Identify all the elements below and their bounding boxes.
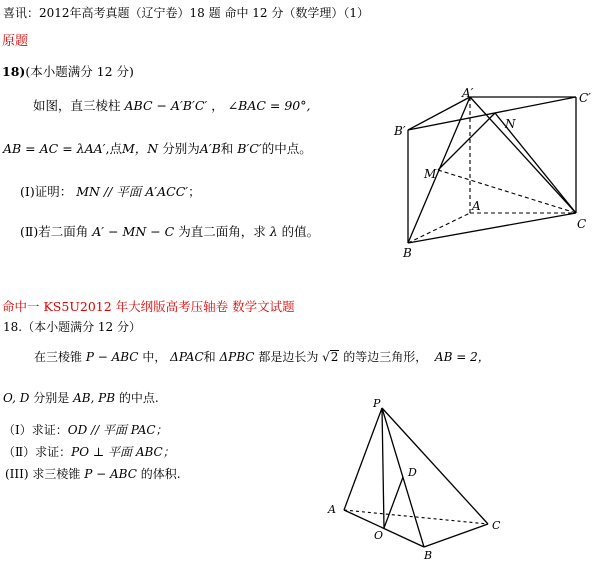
problem2-part3 bbox=[5, 465, 181, 482]
prism-expr: ABC − A′B′C′ bbox=[124, 98, 208, 113]
label-b1: B′ bbox=[394, 124, 406, 138]
problem1-title bbox=[2, 62, 134, 80]
label-b: B bbox=[403, 246, 412, 260]
edge-od bbox=[384, 477, 403, 528]
problem1-number: 18) bbox=[2, 64, 26, 79]
ab-prime-expr: A′B bbox=[199, 141, 221, 156]
p2-tri2: ΔPBC bbox=[219, 350, 255, 364]
edge-po bbox=[382, 408, 384, 528]
edge-mc-hidden bbox=[438, 170, 576, 213]
edge-ab-hidden bbox=[408, 213, 470, 243]
problem1-part2 bbox=[20, 222, 319, 240]
p2-od-points: AB, PB bbox=[73, 391, 116, 405]
intro-text: 如图，直三棱柱 bbox=[33, 98, 121, 113]
label-m: M bbox=[424, 167, 437, 181]
p2-part2-expr: PO ⊥ 平面 ABC； bbox=[71, 445, 175, 459]
p2-od-text: 分别是 bbox=[33, 391, 70, 405]
edge-pa bbox=[344, 408, 382, 510]
problem2-number: 18. bbox=[3, 320, 23, 334]
part1-label: (Ⅰ)证明： bbox=[20, 184, 73, 199]
p2-part2-label: （Ⅱ）求证： bbox=[3, 445, 72, 459]
p2-part1-label: （Ⅰ）求证： bbox=[3, 423, 68, 437]
p2-intro-b: 中， bbox=[142, 350, 167, 364]
problem1-intro: 如图，直三棱柱 ABC − A′B′C′ ， ∠BAC = 90°, bbox=[33, 98, 311, 113]
points-text: ,点 bbox=[105, 141, 122, 156]
part2-end: 的值。 bbox=[281, 224, 320, 239]
problem2-score: （本小题满分 12 分） bbox=[22, 320, 141, 334]
edge-b1c1 bbox=[408, 97, 576, 130]
midpoint-text: 的中点。 bbox=[261, 141, 312, 156]
problem1-part1 bbox=[20, 182, 201, 200]
label-c: C bbox=[577, 217, 587, 231]
label-b: B bbox=[424, 549, 433, 562]
p2-intro-a: 在三棱锥 bbox=[34, 350, 83, 364]
problem1-condition bbox=[3, 139, 312, 157]
pyramid-figure bbox=[320, 392, 510, 562]
p2-and: 和 bbox=[203, 350, 216, 364]
label-c: C bbox=[492, 519, 501, 532]
part1-end: ； bbox=[188, 184, 201, 199]
prism-figure bbox=[390, 85, 595, 265]
problem2-od bbox=[3, 389, 159, 406]
p2-part3-label: (III) 求三棱锥 bbox=[5, 467, 81, 481]
part2-mid: 为直二面角，求 bbox=[178, 224, 266, 239]
label-o: O bbox=[374, 529, 384, 542]
lambda-symbol: λ bbox=[269, 224, 278, 239]
label-d: D bbox=[408, 466, 417, 479]
p2-part3-expr: P − ABC bbox=[84, 467, 137, 481]
label-p: P bbox=[373, 397, 381, 410]
problem2-intro: 在三棱锥 P − ABC 中， ΔPAC和 ΔPBC 都是边长为 √2 的等边三角形， AB = 2， bbox=[34, 350, 490, 364]
bc-prime-expr: B′C′ bbox=[237, 141, 262, 156]
p2-sqrt-value: 2 bbox=[330, 350, 339, 364]
angle-expr: ∠BAC = 90°, bbox=[227, 98, 311, 113]
label-c1: C′ bbox=[579, 91, 591, 105]
p2-intro-c: 都是边长为 bbox=[258, 350, 319, 364]
mid-text: 分别为 bbox=[162, 141, 200, 156]
edge-pc bbox=[382, 408, 488, 524]
part2-label: (Ⅱ)若二面角 bbox=[20, 224, 89, 239]
edge-a1c bbox=[470, 97, 576, 213]
p2-intro-d: 的等边三角形， bbox=[343, 350, 428, 364]
mn-expr: M，N bbox=[121, 141, 159, 156]
part1-expr: MN // 平面 A′ACC′ bbox=[76, 184, 189, 199]
p2-part3-end: 的体积. bbox=[140, 467, 181, 481]
label-a: A bbox=[328, 503, 336, 516]
edge-bc bbox=[424, 524, 488, 547]
p2-ab-eq: AB = 2， bbox=[434, 350, 490, 364]
edge-bc bbox=[408, 213, 576, 243]
p2-od: O, D bbox=[3, 391, 30, 405]
problem2-part1 bbox=[3, 421, 168, 438]
edge-mn bbox=[438, 113, 495, 170]
p2-od-end: 的中点. bbox=[118, 391, 159, 405]
problem1-score: (本小题满分 12 分) bbox=[25, 64, 134, 79]
problem2-title bbox=[3, 318, 141, 335]
equal-expr: AB = AC = λAA′ bbox=[3, 141, 106, 156]
edge-a1b1 bbox=[408, 97, 470, 130]
part2-expr: A′ − MN − C bbox=[92, 224, 175, 239]
label-a: A bbox=[472, 199, 481, 213]
label-n: N bbox=[505, 117, 516, 131]
page-header: 喜讯：2012年高考真题（辽宁卷）18 题 命中 12 分（数学理）（1） bbox=[3, 6, 369, 20]
and-text: 和 bbox=[220, 141, 234, 156]
label-a1: A′ bbox=[462, 86, 474, 100]
p2-tri1: ΔPAC bbox=[170, 350, 204, 364]
problem2-part2 bbox=[3, 443, 175, 460]
p2-part1-expr: OD // 平面 PAC； bbox=[67, 423, 168, 437]
p2-pyramid: P − ABC bbox=[85, 350, 139, 364]
hit-exam-label: 命中一 KS5U2012 年大纲版高考压轴卷 数学文试题 bbox=[2, 299, 295, 314]
original-problem-label: 原题 bbox=[2, 34, 29, 49]
